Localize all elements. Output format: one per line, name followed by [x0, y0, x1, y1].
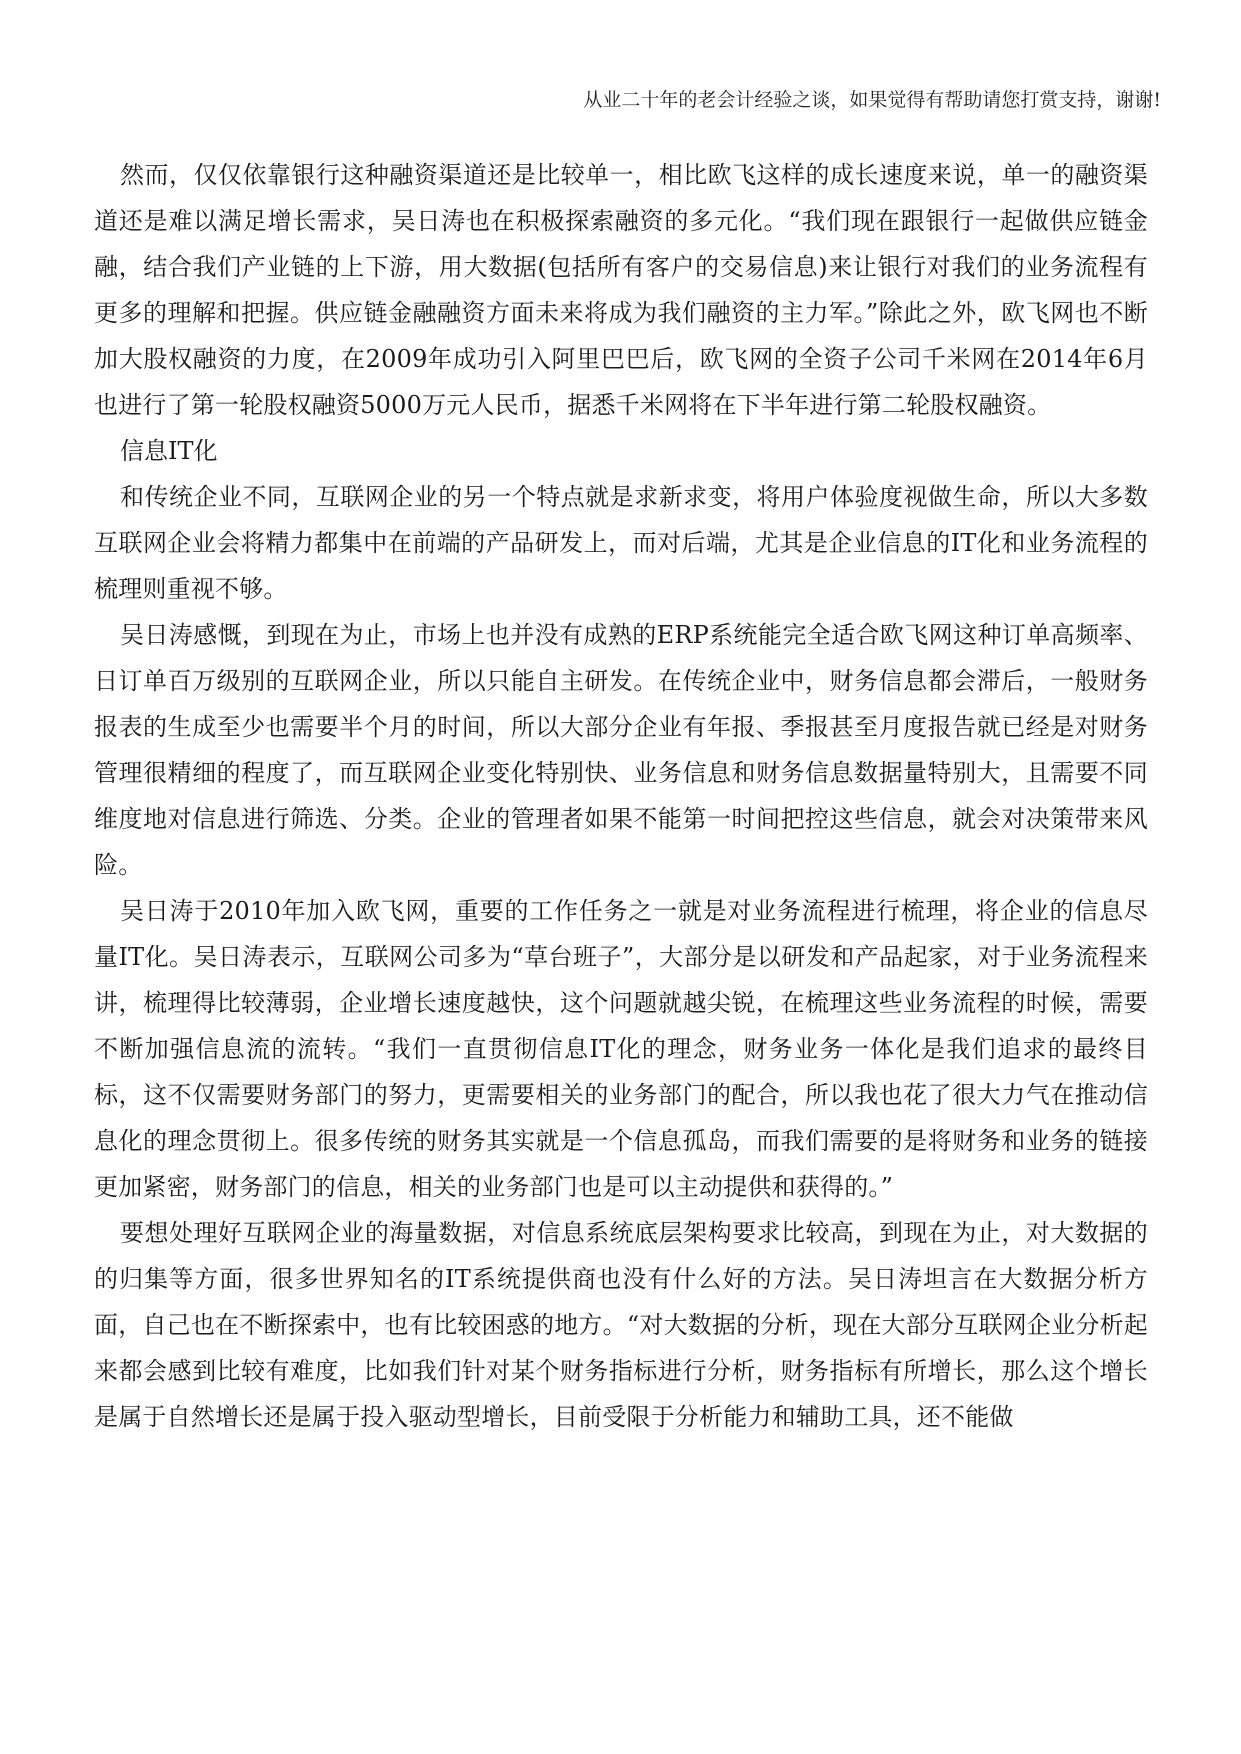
paragraph-process: 吴日涛于2010年加入欧飞网，重要的工作任务之一就是对业务流程进行梳理，将企业的信息尽量IT化。吴日涛表示，互联网公司多为“草台班子”，大部分是以研发和产品起家，对于业务流程来讲，梳理得比较薄弱，企业增长速度越快，这个问题就越尖锐，在梳理这些业务流程的时候，需要不断加强信息流的流转。“我们一直贯彻信息IT化的理念，财务业务一体化是我们追求的最终目标，这不仅需要财务部门的努力，更需要相关的业务部门的配合，所以我也花了很大力气在推动信息化的理念贯彻上。很多传统的财务其实就是一个信息孤岛，而我们需要的是将财务和业务的链接更加紧密，财务部门的信息，相关的业务部门也是可以主动提供和获得的。”	[94, 897, 1148, 1201]
paragraph-big-data: 要想处理好互联网企业的海量数据，对信息系统底层架构要求比较高，到现在为止，对大数据的的归集等方面，很多世界知名的IT系统提供商也没有什么好的方法。吴日涛坦言在大数据分析方面，自己也在不断探索中，也有比较困惑的地方。“对大数据的分析，现在大部分互联网企业分析起来都会感到比较有难度，比如我们针对某个财务指标进行分析，财务指标有所增长，那么这个增长是属于自然增长还是属于投入驱动型增长，目前受限于分析能力和辅助工具，还不能做	[94, 1219, 1148, 1431]
header-note: 从业二十年的老会计经验之谈，如果觉得有帮助请您打赏支持，谢谢!	[583, 89, 1161, 111]
article-body	[94, 152, 1148, 1440]
paragraph-financing: 然而，仅仅依靠银行这种融资渠道还是比较单一，相比欧飞这样的成长速度来说，单一的融资渠道还是难以满足增长需求，吴日涛也在积极探索融资的多元化。“我们现在跟银行一起做供应链金融，结合我们产业链的上下游，用大数据(包括所有客户的交易信息)来让银行对我们的业务流程有更多的理解和把握。供应链金融融资方面未来将成为我们融资的主力军。”除此之外，欧飞网也不断加大股权融资的力度，在2009年成功引入阿里巴巴后，欧飞网的全资子公司千米网在2014年6月也进行了第一轮股权融资5000万元人民币，据悉千米网将在下半年进行第二轮股权融资。	[94, 161, 1148, 419]
section-heading-it: 信息IT化	[120, 437, 218, 465]
paragraph-erp: 吴日涛感慨，到现在为止，市场上也并没有成熟的ERP系统能完全适合欧飞网这种订单高频率、日订单百万级别的互联网企业，所以只能自主研发。在传统企业中，财务信息都会滞后，一般财务报表的生成至少也需要半个月的时间，所以大部分企业有年报、季报甚至月度报告就已经是对财务管理很精细的程度了，而互联网企业变化特别快、业务信息和财务信息数据量特别大，且需要不同维度地对信息进行筛选、分类。企业的管理者如果不能第一时间把控这些信息，就会对决策带来风险。	[94, 621, 1148, 879]
paragraph-internet-companies: 和传统企业不同，互联网企业的另一个特点就是求新求变，将用户体验度视做生命，所以大多数互联网企业会将精力都集中在前端的产品研发上，而对后端，尤其是企业信息的IT化和业务流程的梳理则重视不够。	[94, 483, 1148, 603]
